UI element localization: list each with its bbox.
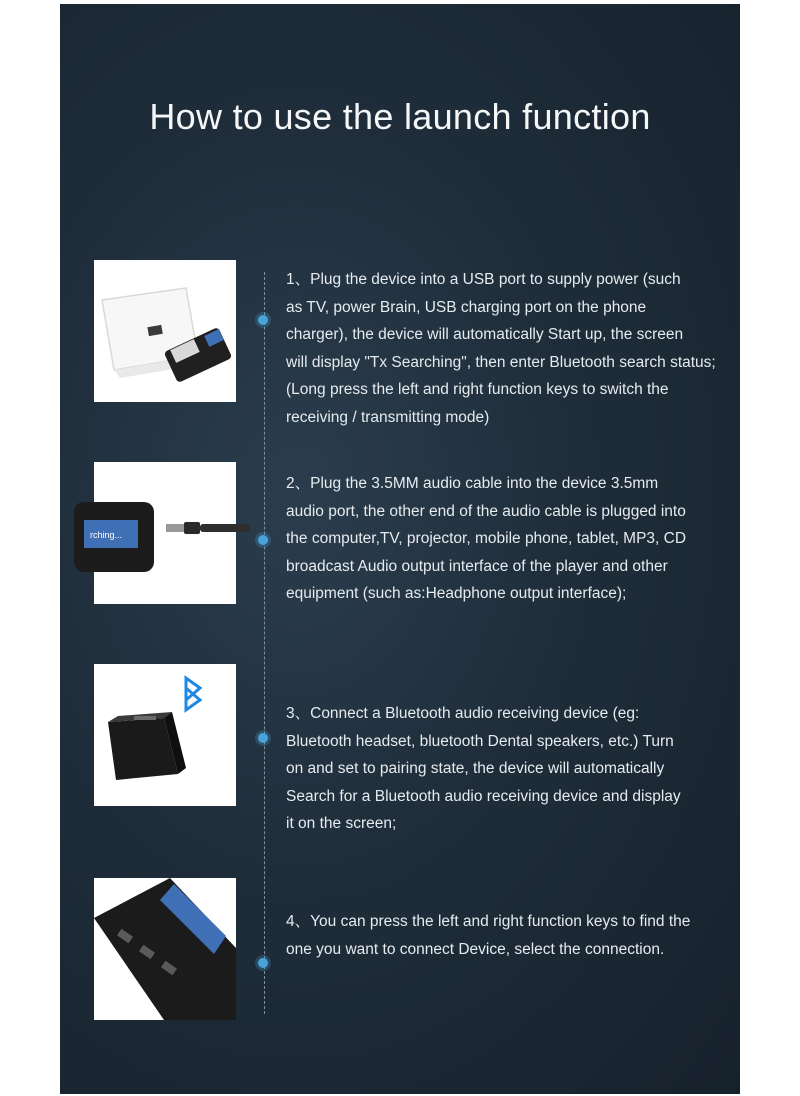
step-2-line: the computer,TV, projector, mobile phone, tablet, MP3, CD <box>286 530 687 547</box>
step-1-line: charger), the device will automatically Start up, the screen <box>286 326 684 343</box>
step-1-line: as TV, power Brain, USB charging port on the phone <box>286 298 647 316</box>
usb-adapter-icon <box>94 260 236 402</box>
step-3-line: Bluetooth headset, bluetooth Dental speakers, etc.) Turn <box>286 732 674 750</box>
step-1-line: (Long press the left and right function keys to switch the <box>286 381 669 398</box>
step-4-image <box>94 878 236 1020</box>
step-2-line: audio port, the other end of the audio cable is plugged into <box>286 502 686 520</box>
step-2-line: broadcast Audio output interface of the player and other <box>286 557 668 575</box>
audio-jack-icon <box>90 462 236 604</box>
step-3-line: Search for a Bluetooth audio receiving device and display <box>286 787 681 805</box>
step-1-image <box>94 260 236 402</box>
step-4-line: 4、You can press the left and right function keys to find the <box>286 913 691 930</box>
step-3-image <box>94 664 236 806</box>
step-3-line: 3、Connect a Bluetooth audio receiving device (eg: <box>286 705 640 722</box>
step-1-line: 1、Plug the device into a USB port to supply power (such <box>286 271 681 288</box>
function-keys-icon <box>94 878 236 1020</box>
step-2-node <box>258 535 268 545</box>
page-title: How to use the launch function <box>149 96 651 137</box>
step-2-line: 2、Plug the 3.5MM audio cable into the device 3.5mm <box>286 475 659 492</box>
step-4-line: one you want to connect Device, select the connection. <box>286 940 665 958</box>
step-2-text <box>286 470 726 608</box>
step-4-node <box>258 958 268 968</box>
step-3-line: on and set to pairing state, the device will automatically <box>286 760 665 777</box>
step-1-text <box>286 266 726 431</box>
step-1-line: receiving / transmitting mode) <box>286 408 490 426</box>
step-3-node <box>258 733 268 743</box>
step-4-text <box>286 908 726 963</box>
step-2-image <box>90 462 236 604</box>
step-2-line: equipment (such as:Headphone output interface); <box>286 585 627 602</box>
step-1-line: will display "Tx Searching", then enter Bluetooth search status; <box>286 353 716 371</box>
device-screen-text: rching... <box>90 530 123 540</box>
bluetooth-speaker-icon <box>94 664 236 806</box>
timeline-line <box>264 272 265 1014</box>
step-3-line: it on the screen; <box>286 815 397 832</box>
step-3-text <box>286 700 726 838</box>
instruction-panel <box>60 4 740 1094</box>
step-1-node <box>258 315 268 325</box>
